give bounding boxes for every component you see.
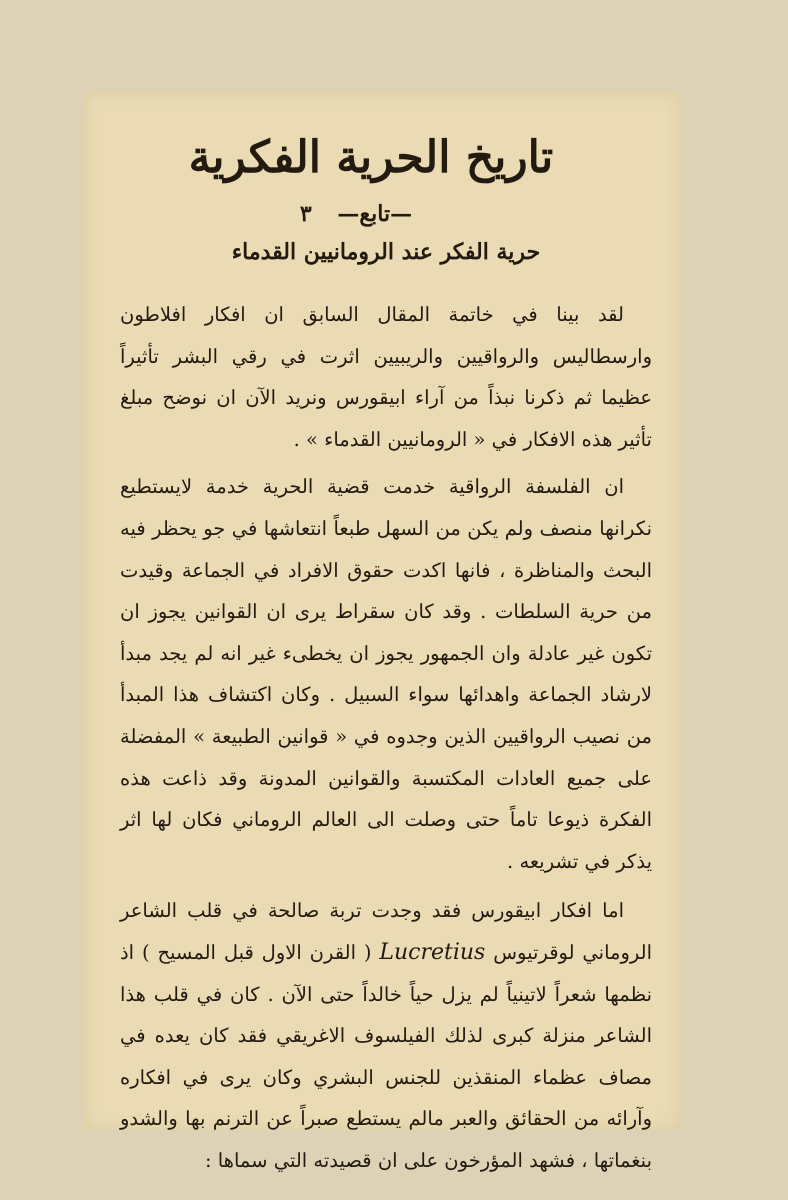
paragraph-1: لقد بينا في خاتمة المقال السابق ان افكار افلاطون وارسطاليس والرواقيين والريبيين اثرت في رقي البشر تأثيراً عظيما ثم ذكرنا نبذاً من آراء ابيقورس ونريد الآن ان نوضح مبلغ تأثير هذه الافكار في « الرومانيين القدماء » .: [120, 303, 652, 451]
book-page: [84, 92, 680, 1172]
paragraph-3-end: ( القرن الاول قبل المسيح ) اذ نظمها شعراً لاتينياً لم يزل حياً خالداً حتى الآن . كان في قلب هذا الشاعر منزلة كبرى لذلك الفيلسوف الاغريقي فقد كان يعده في مصاف عظماء المنقذين للجنس البشري وكان يرى في افكاره وآرائه من الحقائق والعبر مالم يستطع صبراً عن الترنم بها والشدو بنغماتها ، فشهد المؤرخون على ان قصيدته التي سماها :: [120, 940, 652, 1172]
article-body: [120, 128, 652, 1181]
section-subtitle: حرية الفكر عند الرومانيين القدماء: [231, 239, 541, 265]
article-title: تاريخ الحرية الفكرية: [188, 132, 554, 183]
paragraph-3: [120, 890, 652, 1181]
paragraph-2: ان الفلسفة الرواقية خدمت قضية الحرية خدمة لايستطيع نكرانها منصف ولم يكن من السهل طبعاً انتعاشها في جو يحظر فيه البحث والمناظرة ، فانها اكدت حقوق الافراد في الجماعة وقيدت من حرية السلطات . وقد كان سقراط يرى ان القوانين يجوز ان تكون غير عادلة وان الجمهور يجوز ان يخطىء غير انه لم يجد مبدأ لارشاد الجماعة واهدائها سواء السبيل . وكان اكتشاف هذا المبدأ من نصيب الرواقيين الذين وجدوه في « قوانين الطبيعة » المفضلة على جميع العادات المكتسبة والقوانين المدونة وقد ذاعت هذه الفكرة ذيوعا تاماً حتى وصلت الى العالم الروماني فكان لها اثر يذكر في تشريعه .: [120, 475, 652, 873]
latin-name: Lucretius: [379, 939, 486, 965]
paragraph-3-start: اما افكار ابيقورس فقد وجدت تربة صالحة في قلب الشاعر الروماني لوقرتيوس: [120, 899, 653, 964]
continued-label: —تابع—: [337, 201, 413, 227]
continuation-line: [120, 194, 652, 234]
part-number: ٣: [299, 201, 312, 227]
